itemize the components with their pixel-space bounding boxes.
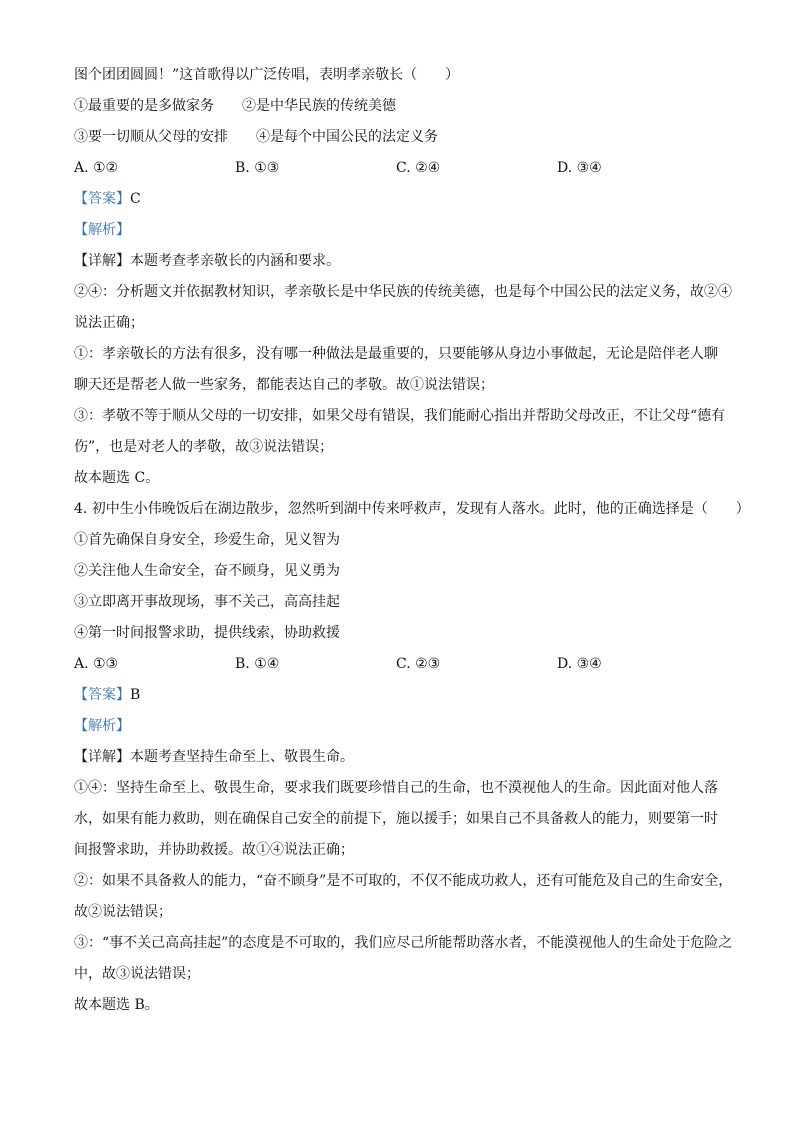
explain-line: ①④：坚持生命至上、敬畏生命，要求我们既要珍惜自己的生命，也不漠视他人的生命。因此面对他人落 xyxy=(74,780,718,796)
option-a: A. ①③ xyxy=(74,656,119,672)
option-c: C. ②③ xyxy=(396,656,441,672)
detail-text: 本题考查坚持生命至上、敬畏生命。 xyxy=(130,749,354,765)
q4-explain-1 xyxy=(74,773,724,866)
q3-detail xyxy=(74,246,724,277)
explain-line: 伤”，也是对老人的孝敬，故③说法错误； xyxy=(74,439,334,455)
q3-answer xyxy=(74,184,724,215)
q3-item-row: ①最重要的是多做家务 ②是中华民族的传统美德 xyxy=(74,98,396,114)
q3-explain-2 xyxy=(74,339,724,401)
q3-analysis xyxy=(74,215,724,246)
explain-line: ③：孝敬不等于顺从父母的一切安排，如果父母有错误，我们能耐心指出并帮助父母改正，不让父母“德有 xyxy=(74,408,726,424)
q4-conclusion: 故本题选 B。 xyxy=(74,997,159,1013)
document-page xyxy=(74,60,750,1021)
answer-label: 【答案】 xyxy=(74,687,130,703)
answer-label: 【答案】 xyxy=(74,191,130,207)
q4-item: ①首先确保自身安全，珍爱生命，见义智为 xyxy=(74,532,340,548)
option-b: B. ①③ xyxy=(235,160,280,176)
explain-line: 故②说法错误； xyxy=(74,904,172,920)
option-d: D. ③④ xyxy=(557,160,602,176)
q4-item: ③立即离开事故现场，事不关己，高高挂起 xyxy=(74,594,340,610)
q3-conclusion: 故本题选 C。 xyxy=(74,470,160,486)
explain-line: ③：“事不关己高高挂起”的态度是不可取的，我们应尽己所能帮助落水者，不能漠视他人的生命处于危险之 xyxy=(74,935,733,951)
q4-explain-3 xyxy=(74,928,733,990)
q4-explain-2 xyxy=(74,866,733,928)
explain-line: ②：如果不具备救人的能力，“奋不顾身”是不可取的，不仅不能成功救人，还有可能危及自己的生命安全， xyxy=(74,873,733,889)
q4-item: ②关注他人生命安全，奋不顾身，见义勇为 xyxy=(74,563,340,579)
q3-options xyxy=(74,153,724,184)
explain-line: 水，如果有能力救助，则在确保自己安全的前提下，施以援手；如果自己不具备救人的能力，则要第一时 xyxy=(74,811,718,827)
explain-line: ②④：分析题文并依据教材知识，孝亲敬长是中华民族的传统美德，也是每个中国公民的法定义务，故②④ xyxy=(74,284,732,300)
detail-text: 本题考查孝亲敬长的内涵和要求。 xyxy=(130,253,340,269)
explain-line: ①：孝亲敬长的方法有很多，没有哪一种做法是最重要的，只要能够从身边小事做起，无论是陪伴老人聊 xyxy=(74,346,718,362)
q4-options xyxy=(74,649,724,680)
q4-answer xyxy=(74,680,724,711)
explain-line: 说法正确； xyxy=(74,315,144,331)
q4-stem: 4. 初中生小伟晚饭后在湖边散步，忽然听到湖中传来呼救声，发现有人落水。此时，他的正确选择是（ ） xyxy=(74,501,750,517)
answer-value: C xyxy=(130,191,141,207)
detail-label: 【详解】 xyxy=(74,253,130,269)
q3-stem: 图个团团圆圆！”这首歌得以广泛传唱，表明孝亲敬长（ ） xyxy=(74,67,460,83)
explain-line: 聊天还是帮老人做一些家务，都能表达自己的孝敬。故①说法错误； xyxy=(74,377,494,393)
option-c: C. ②④ xyxy=(396,160,441,176)
q4-analysis xyxy=(74,711,724,742)
q3-explain-3 xyxy=(74,401,724,463)
detail-label: 【详解】 xyxy=(74,749,130,765)
explain-line: 间报警求助，并协助救援。故①④说法正确； xyxy=(74,842,354,858)
answer-value: B xyxy=(130,687,141,703)
q4-detail xyxy=(74,742,724,773)
option-b: B. ①④ xyxy=(235,656,280,672)
option-a: A. ①② xyxy=(74,160,119,176)
analysis-label: 【解析】 xyxy=(74,222,130,238)
analysis-label: 【解析】 xyxy=(74,718,130,734)
option-d: D. ③④ xyxy=(557,656,602,672)
explain-line: 中，故③说法错误； xyxy=(74,966,200,982)
q3-item-row: ③要一切顺从父母的安排 ④是每个中国公民的法定义务 xyxy=(74,129,438,145)
q3-explain-1 xyxy=(74,277,732,339)
q4-item: ④第一时间报警求助，提供线索，协助救援 xyxy=(74,625,340,641)
